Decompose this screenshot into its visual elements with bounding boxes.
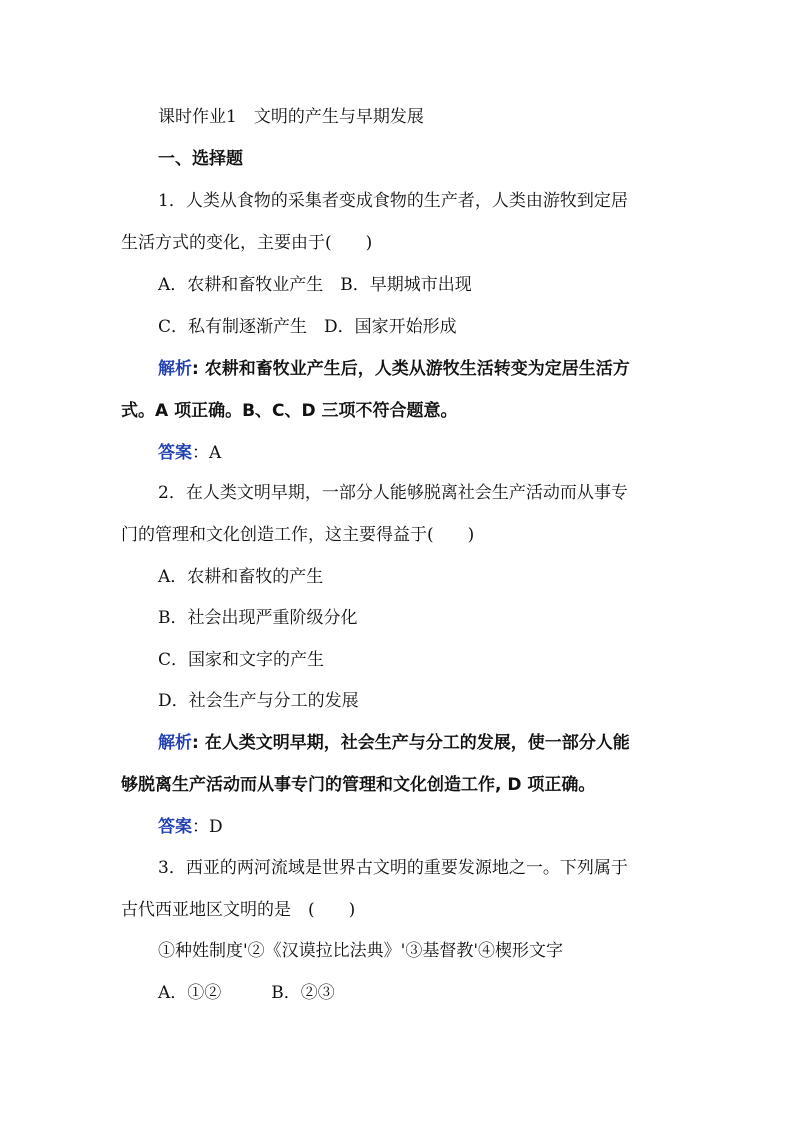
- q2-option-b: B．社会出现严重阶级分化: [158, 608, 358, 628]
- q1-options-cd: C．私有制逐渐产生 D．国家开始形成: [158, 317, 457, 337]
- section-heading: 一、选择题: [158, 149, 243, 169]
- q2-analysis-label: 解析: [158, 733, 192, 753]
- q2-answer-label: 答案: [158, 817, 192, 837]
- q3-option-a: A．①②: [158, 983, 222, 1003]
- q1-stem-line1: 1．人类从食物的采集者变成食物的生产者，人类由游牧到定居: [158, 191, 628, 211]
- q1-analysis-label: 解析: [158, 359, 192, 379]
- q1-answer-value: ：A: [192, 443, 222, 463]
- q1-stem-line2: 生活方式的变化，主要由于( ): [121, 233, 373, 253]
- q1-options-ab: A．农耕和畜牧业产生 B．早期城市出现: [158, 275, 472, 295]
- q2-stem-line2: 门的管理和文化创造工作，这主要得益于( ): [121, 525, 475, 545]
- q1-analysis-line1: [158, 357, 630, 381]
- q3-items: ①种姓制度'②《汉谟拉比法典》'③基督教'④楔形文字: [158, 941, 564, 961]
- q1-analysis-text1: : 农耕和畜牧业产生后，人类从游牧生活转变为定居生活方: [192, 359, 630, 379]
- q2-analysis-text1: : 在人类文明早期，社会生产与分工的发展，使一部分人能: [192, 733, 630, 753]
- q2-option-d: D．社会生产与分工的发展: [158, 691, 359, 711]
- q2-option-a: A．农耕和畜牧的产生: [158, 567, 324, 587]
- q2-analysis-line2: 够脱离生产活动而从事专门的管理和文化创造工作, D 项正确。: [121, 775, 596, 795]
- q2-option-c: C．国家和文字的产生: [158, 650, 325, 670]
- q2-stem-line1: 2．在人类文明早期，一部分人能够脱离社会生产活动而从事专: [158, 483, 628, 503]
- q3-options-ab: [158, 981, 335, 1005]
- q3-stem-line1: 3．西亚的两河流域是世界古文明的重要发源地之一。下列属于: [158, 858, 628, 878]
- page-title: 课时作业1 文明的产生与早期发展: [158, 107, 424, 127]
- q3-stem-line2: 古代西亚地区文明的是 ( ): [121, 900, 356, 920]
- q3-option-b: B．②③: [271, 983, 335, 1003]
- q2-answer: [158, 815, 223, 839]
- q2-answer-value: ：D: [192, 817, 223, 837]
- q2-analysis-line1: [158, 731, 630, 755]
- q1-answer: [158, 441, 221, 465]
- q1-analysis-line2: 式。A 项正确。B、C、D 三项不符合题意。: [121, 401, 458, 421]
- q1-answer-label: 答案: [158, 443, 192, 463]
